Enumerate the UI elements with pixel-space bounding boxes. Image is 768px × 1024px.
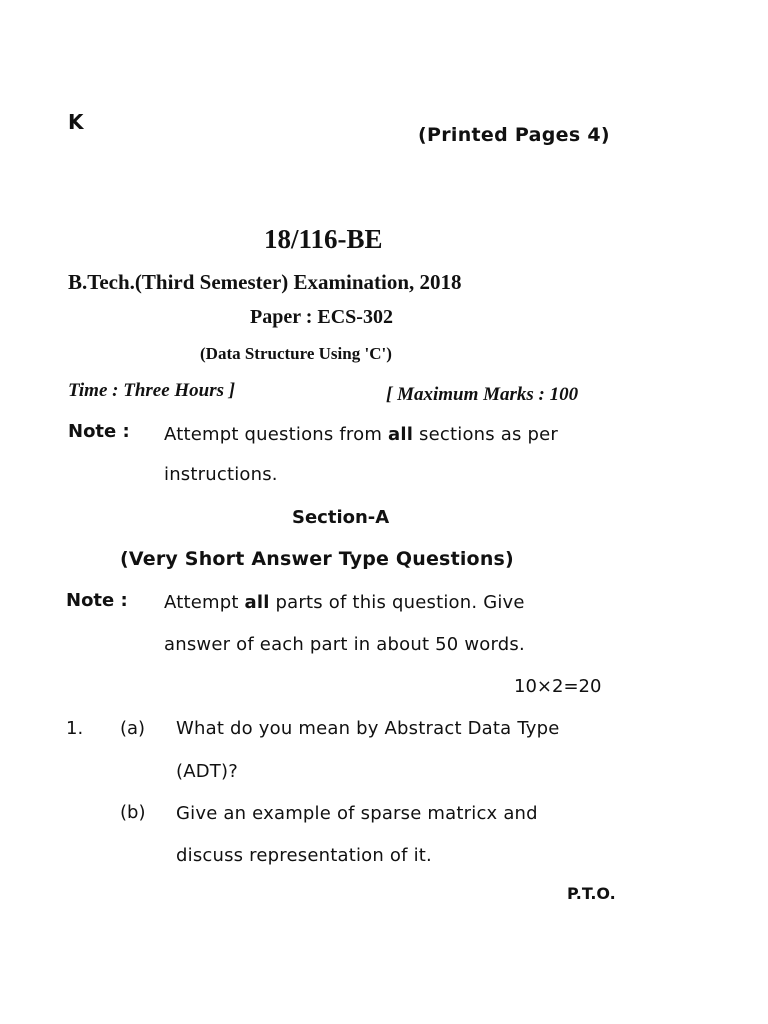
paper-code: 18/116-BE [264,224,383,254]
note-emphasis: all [388,424,414,445]
question-text-line: (ADT)? [176,761,238,782]
time-duration: Time : Three Hours ] [68,380,236,401]
subject-title: (Data Structure Using 'C') [200,344,392,363]
note-text-part: Attempt questions from [164,424,389,445]
note-label: Note : [66,590,128,611]
note-text-part: Attempt [164,592,245,613]
note-text-line: answer of each part in about 50 words. [164,634,525,655]
note-text-part: sections as per [413,424,558,445]
exam-title: B.Tech.(Third Semester) Examination, 2018 [68,270,462,294]
printed-pages: (Printed Pages 4) [418,124,610,146]
note-text-line [164,424,558,445]
note-text-part: parts of this question. Give [269,592,525,613]
please-turn-over: P.T.O. [567,884,616,903]
marks-distribution: 10×2=20 [514,676,602,697]
question-text-line: Give an example of sparse matricx and [176,803,538,824]
note-label: Note : [68,421,130,442]
set-code-letter: K [68,110,84,134]
maximum-marks: [ Maximum Marks : 100 [386,384,579,405]
note-emphasis: all [244,592,270,613]
question-text-line: discuss representation of it. [176,845,432,866]
note-text-line [164,592,525,613]
question-part-label: (b) [120,802,146,823]
section-subheading: (Very Short Answer Type Questions) [120,548,514,570]
question-text-line: What do you mean by Abstract Data Type [176,718,560,739]
paper-number: Paper : ECS-302 [250,306,393,328]
section-heading: Section-A [292,507,390,528]
question-number: 1. [66,718,84,739]
question-part-label: (a) [120,718,146,739]
note-text-line: instructions. [164,464,278,485]
